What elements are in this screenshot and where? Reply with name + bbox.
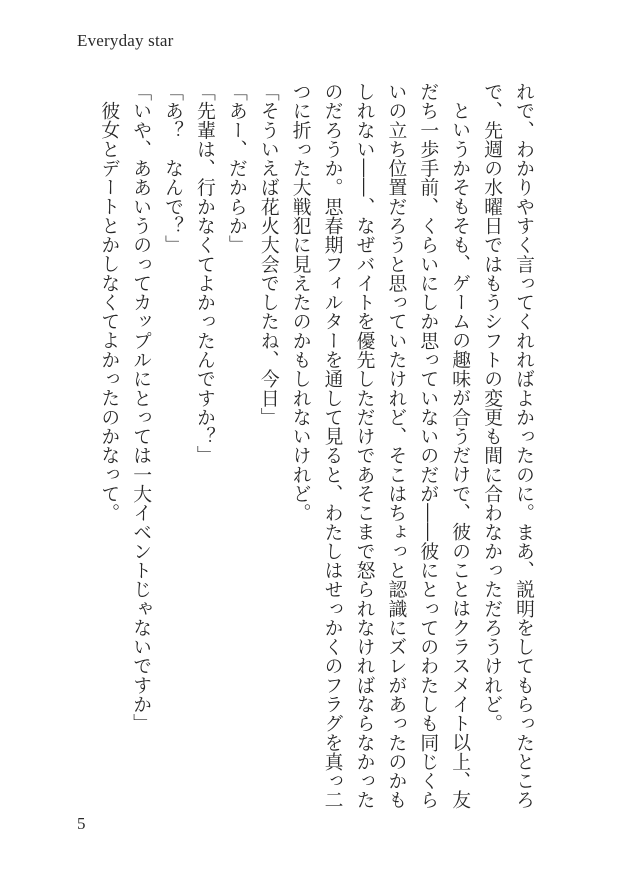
dialogue-line: 「あ？ なんで？」 <box>162 82 184 255</box>
dialogue-line: 「そういえば花火大会でしたね、今日」 <box>257 82 279 427</box>
text-line: だち一歩手前、くらいにしか思っていないのだが――彼にとってのわたしも同じくら <box>417 82 439 810</box>
text-line: のだろうか。思春期フィルターを通して見ると、わたしはせっかくのフラグを真っ二 <box>321 82 343 810</box>
text-line: 彼女とデートとかしなくてよかったのかなって。 <box>98 100 120 522</box>
text-line: しれない――、なぜバイトを優先しただけであそこまで怒られなければならなかった <box>353 82 375 810</box>
dialogue-line: 「いや、ああいうのってカップルにとっては一大イベントじゃないですか」 <box>130 82 152 733</box>
text-line: れで、わかりやすく言ってくれればよかったのに。まあ、説明をしてもらったところ <box>513 82 534 810</box>
dialogue-line: 「あー、だからか」 <box>225 82 247 255</box>
text-line: いの立ち位置だろうと思っていたけれど、そこはちょっと認識にズレがあったのかも <box>385 82 407 810</box>
vertical-body-text <box>92 82 539 810</box>
text-line: というかそもそも、ゲームの趣味が合うだけで、彼のことはクラスメイト以上、友 <box>449 100 471 809</box>
dialogue-line: 「先輩は、行かなくてよかったんですか？」 <box>193 82 215 465</box>
page-number: 5 <box>77 814 86 833</box>
running-header-title: Everyday star <box>77 31 174 50</box>
text-line: で、先週の水曜日ではもうシフトの変更も間に合わなかっただろうけれど。 <box>481 82 503 733</box>
text-line: つに折った大戦犯に見えたのかもしれないけれど。 <box>289 82 311 523</box>
